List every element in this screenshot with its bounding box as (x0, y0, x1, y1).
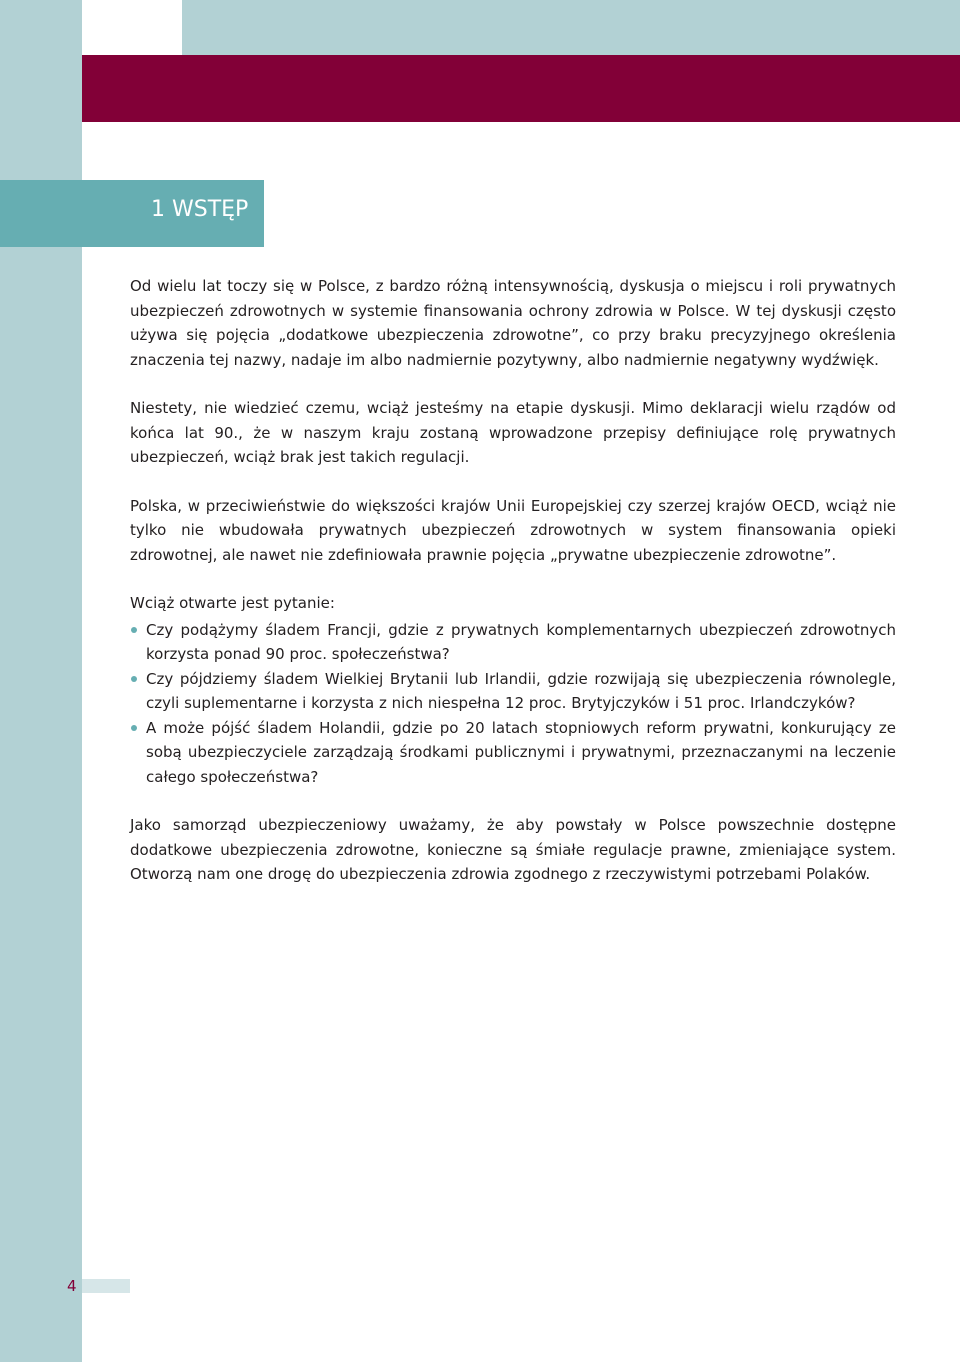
top-decorative-band (182, 0, 960, 55)
bullet-dot-icon (131, 725, 137, 731)
bullet-dot-icon (131, 676, 137, 682)
list-item (130, 716, 896, 790)
main-content (130, 274, 896, 911)
page-number-bar (82, 1279, 130, 1293)
list-item-text: Czy pójdziemy śladem Wielkiej Brytanii lub Irlandii, gdzie rozwijają się ubezpieczenia równolegle, czyli suplementarne i korzysta z nich niespełna 12 proc. Brytyjczyków i 51 proc. Irlandczyków? (146, 669, 896, 712)
paragraph-poland: Polska, w przeciwieństwie do większości krajów Unii Europejskiej czy szerzej krajów OECD, wciąż nie tylko nie wbudowała prywatnych ubezpieczeń zdrowotnych w system finansowania opieki zdrowotnej, ale nawet nie zdefiniowała prawnie pojęcia „prywatne ubezpieczenie zdrowotne”. (130, 496, 896, 564)
bullet-list (130, 618, 896, 790)
bullet-dot-icon (131, 627, 137, 633)
paragraph-closing: Jako samorząd ubezpieczeniowy uważamy, że aby powstały w Polsce powszechnie dostępne dodatkowe ubezpieczenia zdrowotne, konieczne są śmiałe regulacje prawne, zmieniające system. Otworzą nam one drogę do ubezpieczenia zdrowia zgodnego z rzeczywistymi potrzebami Polaków. (130, 816, 896, 883)
list-item-text: A może pójść śladem Holandii, gdzie po 20 latach stopniowych reform prywatni, konkurujący ze sobą ubezpieczyciele zarządzają środkami publicznymi i prywatnymi, przeznaczanymi na leczenie całego społeczeństwa? (146, 718, 896, 786)
paragraph-discussion: Niestety, nie wiedzieć czemu, wciąż jesteśmy na etapie dyskusji. Mimo deklaracji wielu rządów od końca lat 90., że w naszym kraju zostaną wprowadzone przepisy definiujące rolę prywatnych ubezpieczeń, wciąż brak jest takich regulacji. (130, 399, 896, 466)
question-intro: Wciąż otwarte jest pytanie: (130, 594, 335, 612)
paragraph-intro: Od wielu lat toczy się w Polsce, z bardzo różną intensywnością, dyskusja o miejscu i roli prywatnych ubezpieczeń zdrowotnych w systemie finansowania ochrony zdrowia w Polsce. W tej dyskusji często używa się pojęcia „dodatkowe ubezpieczenia zdrowotne”, co przy braku precyzyjnego określenia znaczenia tej nazwy, nadaje im albo nadmiernie pozytywny, albo nadmiernie negatywny wydźwięk. (130, 277, 896, 369)
list-item (130, 667, 896, 716)
list-item-text: Czy podążymy śladem Francji, gdzie z prywatnych komplementarnych ubezpieczeń zdrowotnych korzysta ponad 90 proc. społeczeństwa? (146, 620, 896, 663)
section-title: 1 WSTĘP (151, 197, 249, 222)
header-bar (82, 55, 960, 122)
list-item (130, 618, 896, 667)
page-number: 4 (67, 1277, 77, 1295)
